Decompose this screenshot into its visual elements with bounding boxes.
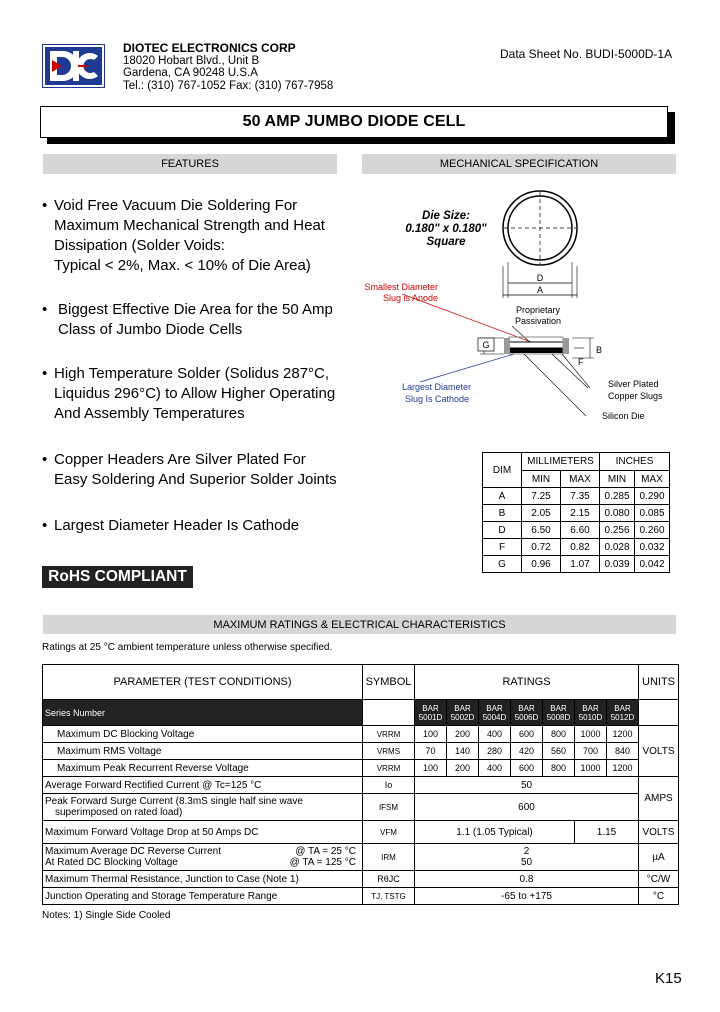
param-cell: Junction Operating and Storage Temperature Range <box>43 888 363 905</box>
dim-cell: 7.25 <box>522 488 561 505</box>
value-cell: 1200 <box>607 760 639 777</box>
address-line-1: 18020 Hobart Blvd., Unit B <box>123 54 260 67</box>
table-row <box>43 777 679 794</box>
dim-cell: 1.07 <box>561 556 600 573</box>
ratings-heading: MAXIMUM RATINGS & ELECTRICAL CHARACTERISTICS <box>43 615 676 634</box>
dim-cell: 2.15 <box>561 505 600 522</box>
param-cell: Maximum DC Blocking Voltage <box>43 726 363 743</box>
feature-line: Biggest Effective Die Area for the 50 Amp <box>58 301 333 318</box>
dim-label-d: D <box>536 273 544 283</box>
ratings-note: Ratings at 25 °C ambient temperature unless otherwise specified. <box>42 642 333 653</box>
series-cell: BAR 5010D <box>575 700 607 726</box>
feature-line: Easy Soldering And Superior Solder Joints <box>54 471 337 488</box>
value-cell: 100 <box>415 726 447 743</box>
symbol-header: SYMBOL <box>363 665 415 700</box>
dim-cell: 7.35 <box>561 488 600 505</box>
table-row <box>483 539 670 556</box>
page-title: 50 AMP JUMBO DIODE CELL <box>40 106 668 138</box>
series-cell: BAR 5001D <box>415 700 447 726</box>
die-size-shape: Square <box>426 236 466 248</box>
dim-label-b: B <box>596 345 603 355</box>
value-cell: 1000 <box>575 726 607 743</box>
rohs-badge: RoHS COMPLIANT <box>42 566 193 588</box>
value-cell: 1000 <box>575 760 607 777</box>
series-row <box>43 700 679 726</box>
series-cell: BAR 5006D <box>511 700 543 726</box>
address-line-2: Gardena, CA 90248 U.S.A <box>123 67 258 79</box>
feature-line: Largest Diameter Header Is Cathode <box>54 517 300 534</box>
feature-line: Void Free Vacuum Die Soldering For <box>54 197 298 214</box>
dim-cell: 0.96 <box>522 556 561 573</box>
value-cell: 1.1 (1.05 Typical) <box>415 821 575 844</box>
symbol-cell: IRM <box>363 844 415 871</box>
in-min-header: MIN <box>600 471 635 488</box>
dim-cell: 6.60 <box>561 522 600 539</box>
value-cell: 200 <box>447 760 479 777</box>
notes: Notes: 1) Single Side Cooled <box>42 910 171 921</box>
table-header-row <box>43 665 679 700</box>
phone-line: Tel.: (310) 767-1052 Fax: (310) 767-7958 <box>123 79 334 92</box>
mechanical-diagram <box>362 188 676 438</box>
series-label: Series Number <box>43 700 363 726</box>
silicon-die-label: Silicon Die <box>602 411 645 421</box>
dim-cell: 0.080 <box>600 505 635 522</box>
table-row <box>43 821 679 844</box>
anode-slug <box>506 342 566 348</box>
series-cell: BAR 5004D <box>479 700 511 726</box>
table-row <box>483 556 670 573</box>
dim-cell: D <box>483 522 522 539</box>
value-cell: 200 <box>447 726 479 743</box>
ratings-table <box>42 664 679 905</box>
value-cell: 100 <box>415 760 447 777</box>
dim-cell: 0.285 <box>600 488 635 505</box>
dim-label-g: G <box>482 340 490 350</box>
value-cell: -65 to +175 <box>415 888 639 905</box>
dim-cell: 0.256 <box>600 522 635 539</box>
param-cell: Maximum Thermal Resistance, Junction to Case (Note 1) <box>43 871 363 888</box>
units-header: UNITS <box>639 665 679 700</box>
mm-min-header: MIN <box>522 471 561 488</box>
dim-cell: 0.085 <box>635 505 670 522</box>
param-cell: Average Forward Rectified Current @ Tc=125 °C <box>43 777 363 794</box>
dim-cell: 0.039 <box>600 556 635 573</box>
table-row <box>43 794 679 821</box>
value-cell: 400 <box>479 726 511 743</box>
table-row <box>43 726 679 743</box>
smallest-label-line2: Slug is Anode <box>382 293 438 303</box>
param-cell: Maximum Forward Voltage Drop at 50 Amps DC <box>43 821 363 844</box>
largest-label-line2: Slug Is Cathode <box>404 394 469 404</box>
value-cell: 140 <box>447 743 479 760</box>
value-cell: 600 <box>415 794 639 821</box>
dim-cell: 0.042 <box>635 556 670 573</box>
silicon-die <box>506 348 566 353</box>
mm-header: MILLIMETERS <box>522 453 600 471</box>
symbol-cell: IFSM <box>363 794 415 821</box>
feature-line: High Temperature Solder (Solidus 287°C, <box>54 365 330 382</box>
value-cell: 0.8 <box>415 871 639 888</box>
features-heading: FEATURES <box>43 154 337 174</box>
feature-line: Class of Jumbo Diode Cells <box>58 321 243 338</box>
value-cell: 1.15 <box>575 821 639 844</box>
symbol-cell: VRMS <box>363 743 415 760</box>
passivation-label-line1: Proprietary <box>515 305 561 315</box>
symbol-cell: VRRM <box>363 760 415 777</box>
param-cell: Maximum RMS Voltage <box>43 743 363 760</box>
die-size-label: Die Size: <box>422 210 470 222</box>
value-cell: 800 <box>543 726 575 743</box>
company-name: DIOTEC ELECTRONICS CORP <box>123 41 296 55</box>
value-cell: 800 <box>543 760 575 777</box>
die-size-value: 0.180" x 0.180" <box>405 223 487 235</box>
dim-cell: 0.290 <box>635 488 670 505</box>
value-cell: 600 <box>511 726 543 743</box>
dim-cell: 0.72 <box>522 539 561 556</box>
table-row <box>483 522 670 539</box>
mm-max-header: MAX <box>561 471 600 488</box>
dim-cell: 0.260 <box>635 522 670 539</box>
value-cell: 700 <box>575 743 607 760</box>
dim-cell: B <box>483 505 522 522</box>
dim-cell: 2.05 <box>522 505 561 522</box>
value-cell: 400 <box>479 760 511 777</box>
series-cell: BAR 5008D <box>543 700 575 726</box>
dim-cell: A <box>483 488 522 505</box>
table-row <box>43 888 679 905</box>
param-cell: Peak Forward Surge Current (8.3mS single half sine wave superimposed on rated load) <box>43 794 363 821</box>
unit-cell: µA <box>639 844 679 871</box>
dim-cell: 0.032 <box>635 539 670 556</box>
table-row <box>483 488 670 505</box>
feature-line: Typical < 2%, Max. < 10% of Die Area) <box>54 257 311 274</box>
dim-header: DIM <box>483 453 522 488</box>
value-cell: 50 <box>415 777 639 794</box>
value-cell: 420 <box>511 743 543 760</box>
passivation-label-line2: Passivation <box>514 316 562 326</box>
symbol-cell: Io <box>363 777 415 794</box>
feature-line: And Assembly Temperatures <box>54 405 245 422</box>
table-row <box>43 844 679 871</box>
param-header: PARAMETER (TEST CONDITIONS) <box>43 665 363 700</box>
inch-header: INCHES <box>600 453 670 471</box>
value-cell: 840 <box>607 743 639 760</box>
symbol-cell: TJ, TSTG <box>363 888 415 905</box>
value-cell: 70 <box>415 743 447 760</box>
series-cell: BAR 5012D <box>607 700 639 726</box>
dim-cell: 0.82 <box>561 539 600 556</box>
param-cell: Maximum Average DC Reverse Current At Rated DC Blocking Voltage @ TA = 25 °C @ TA = 125 °C <box>43 844 363 871</box>
diotec-logo <box>42 44 105 88</box>
unit-cell: VOLTS <box>639 821 679 844</box>
value-cell: 2 50 <box>415 844 639 871</box>
dimension-table <box>482 452 670 573</box>
value-cell: 280 <box>479 743 511 760</box>
value-cell: 600 <box>511 760 543 777</box>
unit-cell: °C/W <box>639 871 679 888</box>
feature-line: Maximum Mechanical Strength and Heat <box>54 217 325 234</box>
value-cell: 560 <box>543 743 575 760</box>
table-row <box>43 871 679 888</box>
symbol-cell: VFM <box>363 821 415 844</box>
ratings-header: RATINGS <box>415 665 639 700</box>
unit-cell: AMPS <box>639 777 679 821</box>
company-block <box>123 42 333 92</box>
mechanical-heading: MECHANICAL SPECIFICATION <box>362 154 676 174</box>
table-row <box>43 760 679 777</box>
table-row <box>483 505 670 522</box>
unit-cell: °C <box>639 888 679 905</box>
page-id: K15 <box>655 970 682 987</box>
value-cell: 1200 <box>607 726 639 743</box>
symbol-cell: RθJC <box>363 871 415 888</box>
datasheet-number: Data Sheet No. BUDI-5000D-1A <box>500 47 673 61</box>
in-max-header: MAX <box>635 471 670 488</box>
dim-label-f: F <box>578 357 584 367</box>
series-cell: BAR 5002D <box>447 700 479 726</box>
dim-cell: 6.50 <box>522 522 561 539</box>
unit-cell: VOLTS <box>639 726 679 777</box>
feature-line: Liquidus 296°C) to Allow Higher Operating <box>54 385 336 402</box>
largest-label-line1: Largest Diameter <box>401 382 471 392</box>
param-cell: Maximum Peak Recurrent Reverse Voltage <box>43 760 363 777</box>
smallest-label-line1: Smallest Diameter <box>364 282 438 292</box>
table-row <box>43 743 679 760</box>
feature-line: Copper Headers Are Silver Plated For <box>54 451 306 468</box>
silver-label-line2: Copper Slugs <box>608 391 663 401</box>
dim-label-a: A <box>536 285 544 295</box>
feature-line: Dissipation (Solder Voids: <box>54 237 225 254</box>
dim-cell: F <box>483 539 522 556</box>
silver-label-line1: Silver Plated <box>608 379 659 389</box>
dim-cell: 0.028 <box>600 539 635 556</box>
symbol-cell: VRRM <box>363 726 415 743</box>
dim-cell: G <box>483 556 522 573</box>
